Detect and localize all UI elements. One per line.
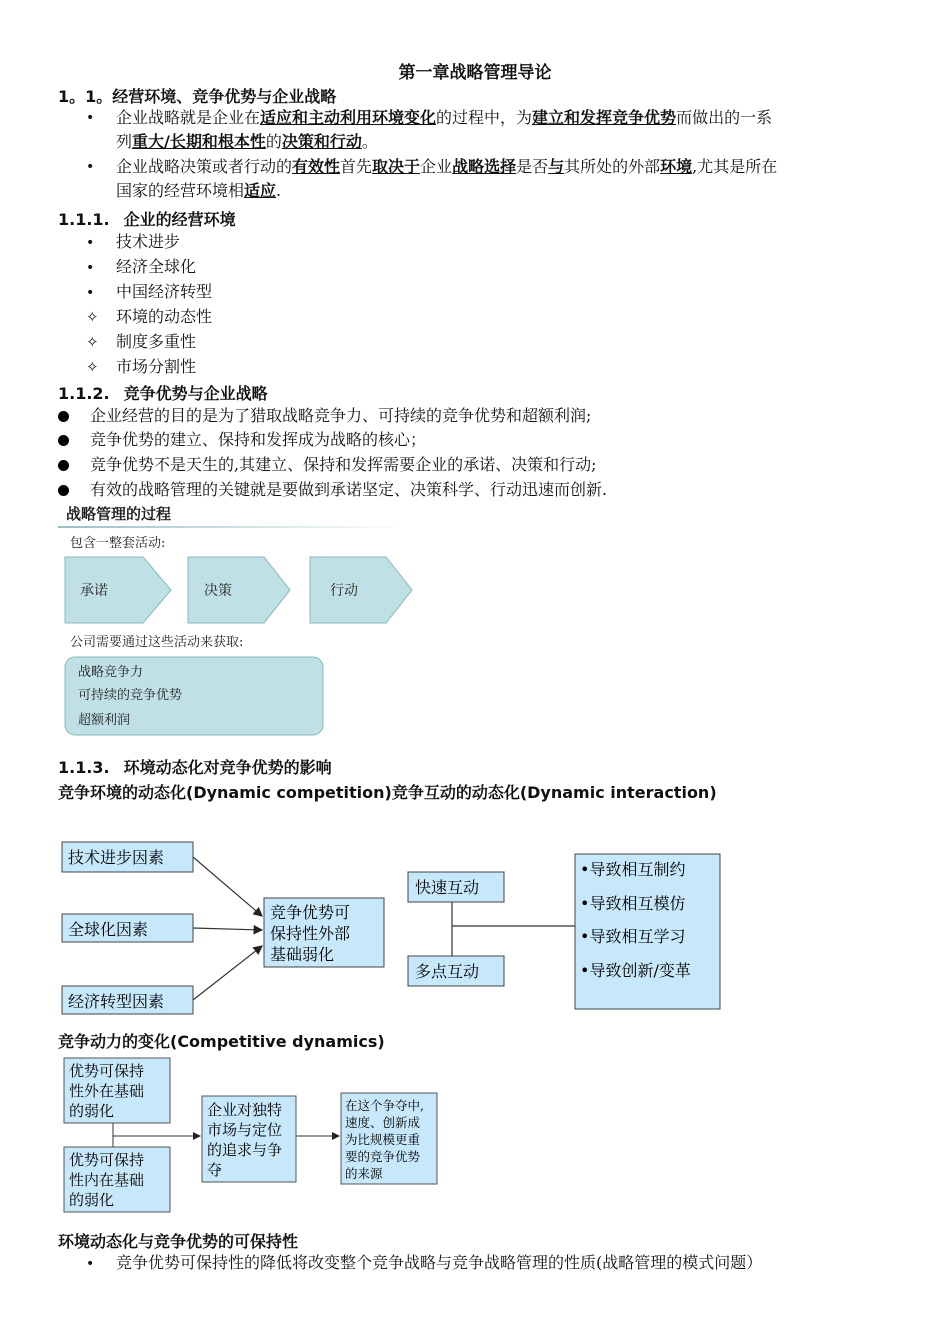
diamond-icon: ✧ [86,308,99,326]
section-1-1-3-heading: 1.1.3. 环境动态化对竞争优势的影响 [58,758,332,777]
box-line: 的弱化 [69,1102,115,1120]
box-line: 的弱化 [69,1191,115,1209]
competitive-dynamics-figure [58,1055,448,1217]
outcome-item: 战略竞争力 [78,665,144,680]
list-item: 竞争优势可保持性的降低将改变整个竞争战略与竞争战略管理的性质(战略管理的模式问题） [116,1253,763,1272]
diamond-icon: ✧ [86,333,99,351]
bullet-mark: • [86,1256,95,1272]
factor-label: 全球化因素 [68,920,149,939]
section-1-1-3-subheading: 竞争环境的动态化(Dynamic competition)竞争互动的动态化(Dynamic interaction) [58,783,717,802]
process-step-label: 决策 [204,583,232,599]
box-line: 的来源 [345,1166,383,1181]
competitive-dynamics-heading: 竞争动力的变化(Competitive dynamics) [58,1032,385,1051]
process-step-label: 行动 [330,583,358,599]
list-item: 市场分割性 [116,357,197,376]
outcome-item: 可持续的竞争优势 [78,688,183,703]
section-1-1-2-heading: 1.1.2. 竞争优势与企业战略 [58,384,268,403]
bullet-dot-icon [58,411,69,422]
bullet-dot-icon [58,460,69,471]
center-label: 保持性外部 [270,924,351,943]
list-item: 技术进步 [116,232,181,251]
paragraph-strategy-definition: 企业战略就是企业在适应和主动利用环境变化的过程中，为建立和发挥竞争优势而做出的一系 列重大/长期和根本性的决策和行动。 [116,108,773,151]
bullet-mark: • [86,285,95,301]
interaction-mode-label: 快速互动 [415,878,480,897]
title-underline [58,526,408,528]
sustainability-heading: 环境动态化与竞争优势的可保持性 [58,1232,299,1251]
center-label: 竞争优势可 [270,903,351,922]
box-line: 在这个争夺中, [345,1098,424,1113]
list-item: 竞争优势的建立、保持和发挥成为战略的核心； [90,430,427,449]
box-line: 夺 [207,1161,223,1179]
section-1-1-1-heading: 1.1.1. 企业的经营环境 [58,210,236,229]
center-label: 基础弱化 [270,945,335,964]
bullet-dot-icon [58,485,69,496]
figure-intro: 包含一整套活动: [70,536,166,551]
bullet-mark: • [86,110,95,126]
list-item: 企业经营的目的是为了猎取战略竞争力、可持续的竞争优势和超额利润; [90,406,592,425]
outcome-item: 超额利润 [78,713,131,728]
bullet-mark: • [86,159,95,175]
list-item: 环境的动态性 [116,307,213,326]
section-1-1-heading: 1。1。经营环境、竞争优势与企业战略 [58,87,337,106]
factor-label: 经济转型因素 [68,992,165,1011]
box-line: 企业对独特 [207,1101,283,1119]
figure-title: 战略管理的过程 [66,505,172,523]
diamond-icon: ✧ [86,358,99,376]
box-line: 速度、创新成 [345,1115,421,1130]
result-item: •导致创新/变革 [580,961,691,980]
paragraph-strategy-effectiveness: 企业战略决策或者行动的有效性首先取决于企业战略选择是否与其所处的外部环境,尤其是所在 国家的经营环境相适应. [116,157,778,200]
list-item: 竞争优势不是天生的,其建立、保持和发挥需要企业的承诺、决策和行动; [90,455,597,474]
page-title: 第一章战略管理导论 [398,63,552,83]
figure-gain-text: 公司需要通过这些活动来获取: [70,635,244,650]
dynamic-competition-figure [58,838,738,1018]
interaction-mode-label: 多点互动 [415,962,480,981]
box-line: 市场与定位 [207,1121,283,1139]
list-item: 有效的战略管理的关键就是要做到承诺坚定、决策科学、行动迅速而创新. [90,480,608,499]
box-line: 优势可保持 [69,1151,145,1169]
bullet-mark: • [86,235,95,251]
result-item: •导致相互模仿 [580,894,686,913]
box-line: 的追求与争 [207,1141,283,1159]
process-step-label: 承诺 [80,583,108,599]
list-item: 制度多重性 [116,332,197,351]
box-line: 性内在基础 [69,1171,145,1189]
list-item: 中国经济转型 [116,282,213,301]
process-step-act [310,557,412,623]
list-item: 经济全球化 [116,257,197,276]
box-line: 要的竞争优势 [345,1149,421,1164]
result-item: •导致相互制约 [580,860,686,879]
factor-label: 技术进步因素 [68,848,165,867]
strategy-process-figure [58,500,418,740]
box-line: 优势可保持 [69,1062,145,1080]
bullet-dot-icon [58,435,69,446]
box-line: 为比规模更重 [345,1132,421,1147]
box-line: 性外在基础 [69,1082,145,1100]
result-item: •导致相互学习 [580,927,686,946]
bullet-mark: • [86,260,95,276]
